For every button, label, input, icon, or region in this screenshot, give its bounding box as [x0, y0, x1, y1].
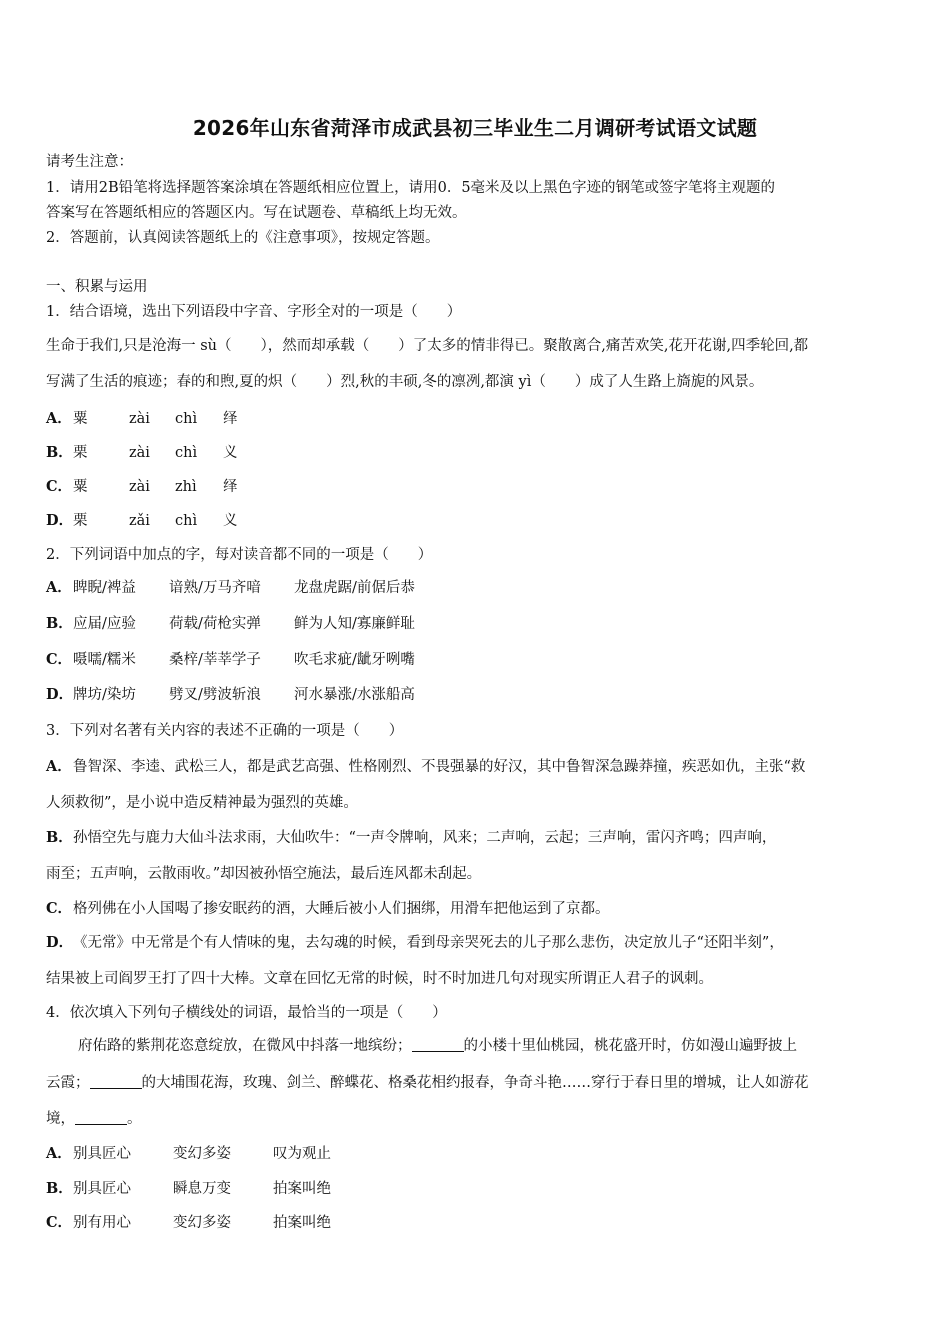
- option-part: 栗: [73, 513, 88, 529]
- passage-text: 府佑路的紫荆花恣意绽放，在微风中抖落一地缤纷；: [78, 1038, 412, 1054]
- option-part: 劈叉/劈波斩浪: [169, 687, 261, 703]
- option-part: 吹毛求疵/龇牙咧嘴: [294, 652, 415, 668]
- option-label: D．: [46, 512, 74, 529]
- question-4-option-a[interactable]: [46, 1144, 331, 1164]
- option-label: A．: [46, 410, 72, 427]
- passage-text: 的大埔围花海，玫瑰、剑兰、醉蝶花、格桑花相约报春，争奇斗艳……穿行于春日里的增城，让人如游花: [141, 1075, 809, 1091]
- option-label: B．: [46, 1180, 73, 1197]
- option-label: B．: [46, 615, 73, 632]
- question-2-stem: 2．下列词语中加点的字，每对读音都不同的一项是（ ）: [46, 547, 433, 563]
- question-4-stem: 4．依次填入下列句子横线处的词语，最恰当的一项是（ ）: [46, 1005, 447, 1021]
- option-part: 绎: [223, 411, 238, 427]
- question-1-passage-line-2: 写满了生活的痕迹；春的和煦,夏的炽（ ）烈,秋的丰硕,冬的凛冽,都演 yì（ ）成了人生路上旖旎的风景。: [46, 374, 764, 390]
- question-2-option-a[interactable]: [46, 578, 415, 598]
- option-part: 变幻多姿: [173, 1146, 231, 1162]
- question-1-option-a[interactable]: [46, 409, 238, 429]
- option-part: chì: [175, 513, 198, 529]
- question-4-passage-line-3: [46, 1109, 142, 1129]
- option-label: B．: [46, 444, 73, 461]
- passage-text: 云霞；: [46, 1075, 90, 1091]
- option-part: 应届/应验: [73, 616, 136, 632]
- notice-line-1: 1．请用2B铅笔将选择题答案涂填在答题纸相应位置上，请用0．5毫米及以上黑色字迹的钢笔或签字笔将主观题的: [46, 180, 776, 196]
- option-part: 河水暴涨/水涨船高: [294, 687, 415, 703]
- option-part: 龙盘虎踞/前倨后恭: [294, 580, 415, 596]
- option-part: chì: [175, 445, 198, 461]
- option-part: 桑梓/莘莘学子: [169, 652, 261, 668]
- option-part: 瞬息万变: [173, 1181, 231, 1197]
- question-4-option-c[interactable]: [46, 1213, 331, 1233]
- option-part: zài: [129, 445, 150, 461]
- option-part: 睥睨/裨益: [73, 580, 136, 596]
- option-label: A．: [46, 579, 72, 596]
- option-part: zài: [129, 479, 150, 495]
- option-label: A．: [46, 758, 72, 775]
- question-4-option-b[interactable]: [46, 1179, 331, 1199]
- option-label: D．: [46, 686, 74, 703]
- option-part: 荷载/荷枪实弹: [169, 616, 261, 632]
- option-label: B．: [46, 829, 73, 846]
- question-4-passage-line-2: [46, 1073, 809, 1093]
- option-part: 嗫嚅/糯米: [73, 652, 136, 668]
- option-part: 栗: [73, 445, 88, 461]
- page-title: 2026年山东省菏泽市成武县初三毕业生二月调研考试语文试题: [192, 116, 758, 140]
- notice-line-2: 答案写在答题纸相应的答题区内。写在试题卷、草稿纸上均无效。: [46, 205, 467, 221]
- option-text: 孙悟空先与鹿力大仙斗法求雨，大仙吹牛：“一声令牌响，风来；二声响，云起；三声响，雷闪齐鸣；四声响，: [73, 830, 777, 846]
- passage-text: 。: [127, 1111, 142, 1127]
- option-part: 叹为观止: [273, 1146, 331, 1162]
- passage-text: 的小楼十里仙桃园，桃花盛开时，仿如漫山遍野披上: [463, 1038, 797, 1054]
- option-label: D．: [46, 934, 74, 951]
- option-part: 拍案叫绝: [273, 1215, 331, 1231]
- option-part: 义: [223, 445, 238, 461]
- question-3-option-a[interactable]: [46, 757, 805, 777]
- fill-blank-1[interactable]: [412, 1037, 464, 1052]
- notice-heading: 请考生注意：: [46, 154, 133, 170]
- option-part: 粟: [73, 411, 88, 427]
- option-part: 绎: [223, 479, 238, 495]
- option-part: zhì: [175, 479, 197, 495]
- question-1-option-c[interactable]: [46, 477, 238, 497]
- question-3-option-b-cont: 雨至；五声响，云散雨收。”却因被孙悟空施法，最后连风都未刮起。: [46, 866, 482, 882]
- question-1-option-b[interactable]: [46, 443, 238, 463]
- option-label: C．: [46, 651, 73, 668]
- question-3-option-c[interactable]: [46, 899, 610, 919]
- section-heading: 一、积累与运用: [46, 279, 148, 295]
- option-part: 别有用心: [73, 1215, 131, 1231]
- question-2-option-b[interactable]: [46, 614, 415, 634]
- question-3-stem: 3．下列对名著有关内容的表述不正确的一项是（ ）: [46, 723, 404, 739]
- question-2-option-d[interactable]: [46, 685, 415, 705]
- option-part: zài: [129, 411, 150, 427]
- question-3-option-a-cont: 人须救彻”，是小说中造反精神最为强烈的英雄。: [46, 795, 358, 811]
- option-part: zǎi: [129, 513, 150, 529]
- option-label: C．: [46, 1214, 73, 1231]
- option-part: chì: [175, 411, 198, 427]
- option-part: 粟: [73, 479, 88, 495]
- option-part: 别具匠心: [73, 1181, 131, 1197]
- question-3-option-d[interactable]: [46, 933, 784, 953]
- question-4-passage-line-1: [78, 1036, 797, 1056]
- question-1-passage-line-1: 生命于我们,只是沧海一 sù（ ），然而却承载（ ）了太多的情非得已。聚散离合,痛苦欢笑,花开花谢,四季轮回,都: [46, 338, 809, 354]
- option-text: 格列佛在小人国喝了掺安眠药的酒，大睡后被小人们捆绑，用滑车把他运到了京都。: [73, 901, 610, 917]
- notice-line-3: 2．答题前，认真阅读答题纸上的《注意事项》，按规定答题。: [46, 230, 440, 246]
- option-part: 鲜为人知/寡廉鲜耻: [294, 616, 415, 632]
- option-label: C．: [46, 900, 73, 917]
- question-1-stem: 1．结合语境，选出下列语段中字音、字形全对的一项是（ ）: [46, 304, 462, 320]
- option-part: 牌坊/染坊: [73, 687, 136, 703]
- question-3-option-d-cont: 结果被上司阎罗王打了四十大棒。文章在回忆无常的时候，时不时加进几句对现实所谓正人君子的讽刺。: [46, 971, 713, 987]
- fill-blank-3[interactable]: [75, 1110, 127, 1125]
- question-1-option-d[interactable]: [46, 511, 238, 531]
- option-part: 义: [223, 513, 238, 529]
- option-text: 鲁智深、李逵、武松三人，都是武艺高强、性格刚烈、不畏强暴的好汉，其中鲁智深急躁莽撞，疾恶如仇，主张“救: [73, 759, 806, 775]
- option-label: A．: [46, 1145, 72, 1162]
- option-part: 谙熟/万马齐喑: [169, 580, 261, 596]
- passage-text: 境，: [46, 1111, 75, 1127]
- question-3-option-b[interactable]: [46, 828, 776, 848]
- option-part: 别具匠心: [73, 1146, 131, 1162]
- option-part: 拍案叫绝: [273, 1181, 331, 1197]
- option-part: 变幻多姿: [173, 1215, 231, 1231]
- option-text: 《无常》中无常是个有人情味的鬼，去勾魂的时候，看到母亲哭死去的儿子那么悲伤，决定放儿子“还阳半刻”，: [73, 935, 784, 951]
- fill-blank-2[interactable]: [90, 1074, 142, 1089]
- question-2-option-c[interactable]: [46, 650, 415, 670]
- option-label: C．: [46, 478, 73, 495]
